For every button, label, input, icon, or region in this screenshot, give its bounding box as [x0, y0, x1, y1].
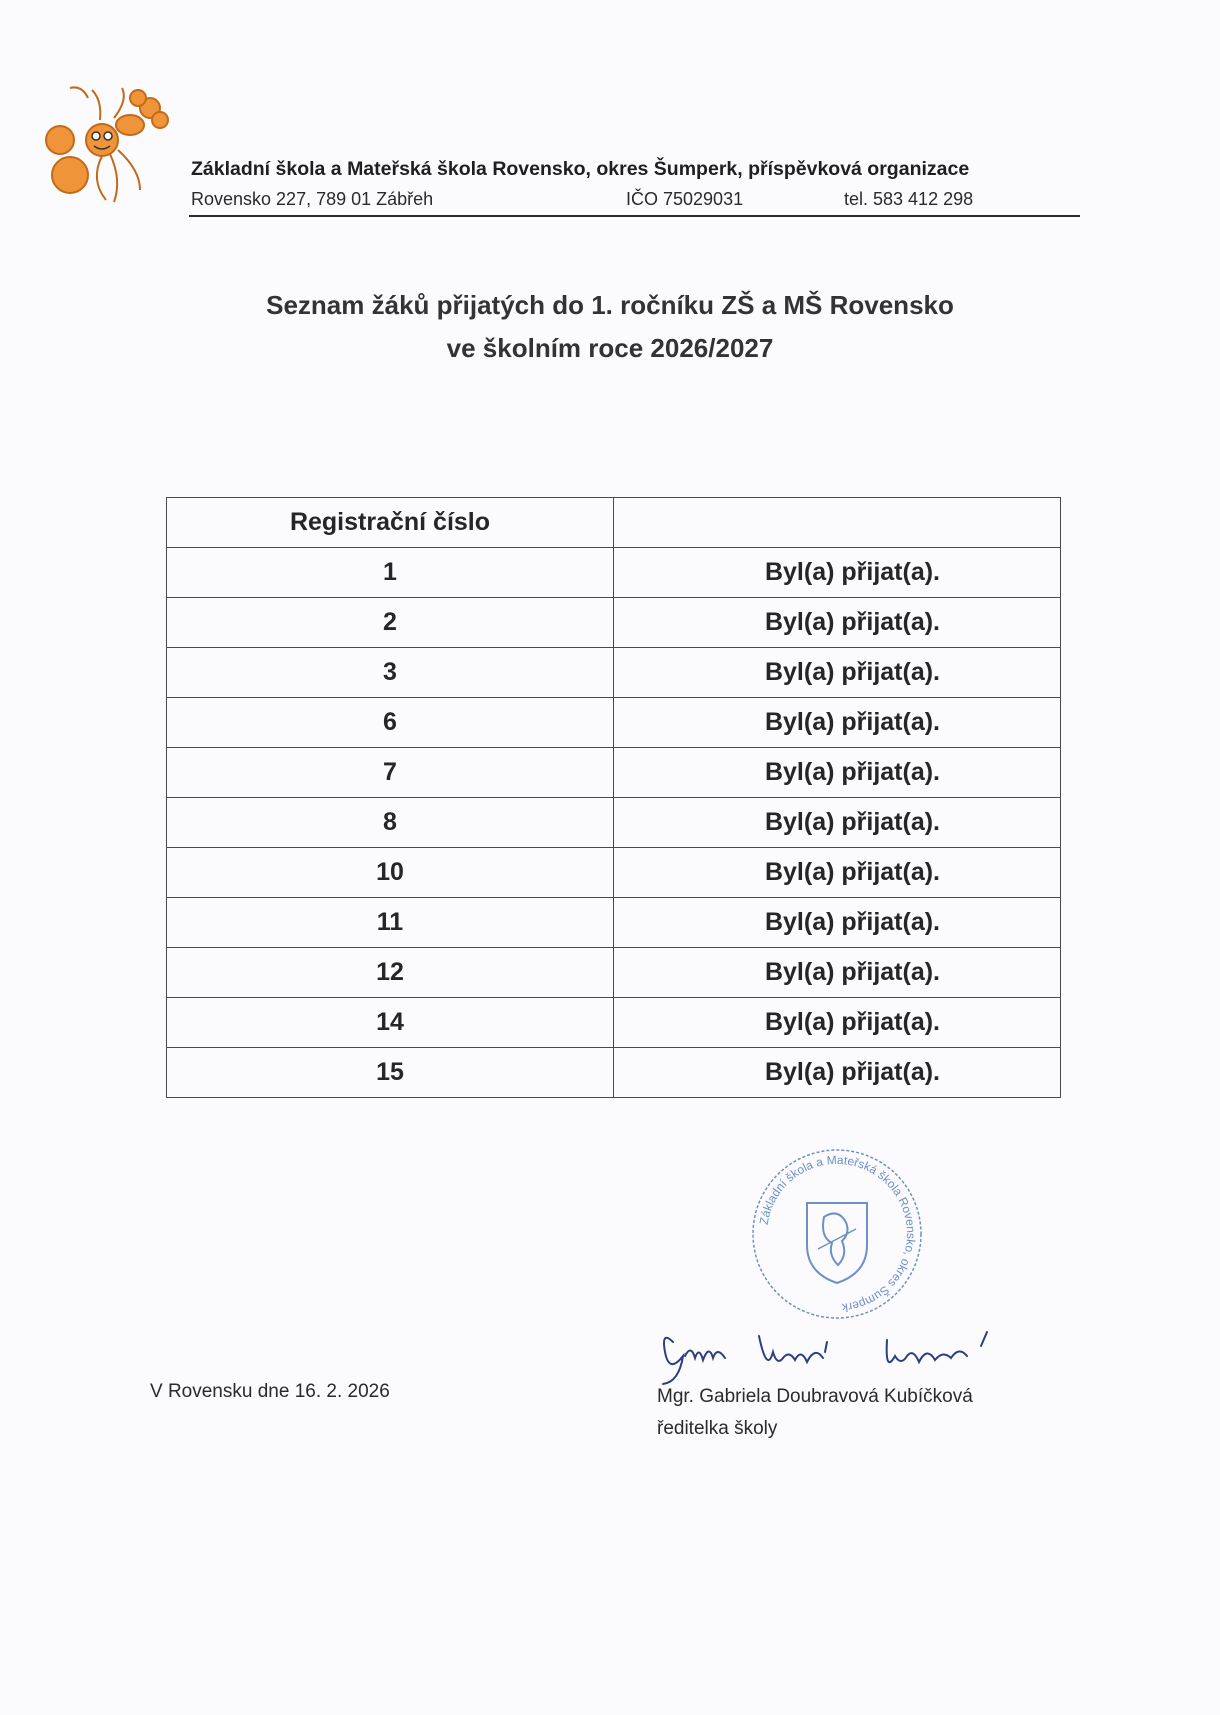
- admission-status-cell: Byl(a) přijat(a).: [614, 848, 1061, 898]
- registration-number-cell: 2: [167, 598, 614, 648]
- signer-role: ředitelka školy: [657, 1418, 778, 1439]
- school-stamp: [748, 1145, 926, 1323]
- document-subtitle: ve školním roce 2026/2027: [446, 333, 774, 363]
- document-title: Seznam žáků přijatých do 1. ročníku ZŠ a MŠ Rovensko: [266, 290, 954, 320]
- admission-status-cell: Byl(a) přijat(a).: [614, 998, 1061, 1048]
- signer-name: Mgr. Gabriela Doubravová Kubíčková: [657, 1386, 973, 1407]
- registration-number-cell: 1: [167, 548, 614, 598]
- registration-number-cell: 3: [167, 648, 614, 698]
- svg-text:Základní škola a Mateřská škol: [757, 1153, 918, 1315]
- stamp-coat-of-arms-icon: [807, 1203, 867, 1283]
- registration-number-cell: 15: [167, 1048, 614, 1098]
- table-row: [167, 798, 1061, 848]
- school-phone: tel. 583 412 298: [844, 189, 974, 209]
- school-ico: IČO 75029031: [626, 189, 744, 209]
- table-row: [167, 748, 1061, 798]
- admission-status-cell: Byl(a) přijat(a).: [614, 598, 1061, 648]
- admission-status-cell: Byl(a) přijat(a).: [614, 648, 1061, 698]
- stamp-text: Základní škola a Mateřská škola Rovensko, okres Šumperk: [756, 1152, 919, 1315]
- signer-block: [657, 1381, 973, 1445]
- table-row: [167, 698, 1061, 748]
- table-row: [167, 848, 1061, 898]
- table-row: [167, 598, 1061, 648]
- admission-status-cell: Byl(a) přijat(a).: [614, 798, 1061, 848]
- admission-status-cell: Byl(a) přijat(a).: [614, 1048, 1061, 1098]
- table-row: [167, 898, 1061, 948]
- table-row: [167, 1048, 1061, 1098]
- admission-status-cell: Byl(a) přijat(a).: [614, 898, 1061, 948]
- table-row: [167, 998, 1061, 1048]
- admission-status-cell: Byl(a) přijat(a).: [614, 548, 1061, 598]
- document-date: V Rovensku dne 16. 2. 2026: [150, 1381, 390, 1402]
- table-row: [167, 948, 1061, 998]
- admission-status-cell: Byl(a) přijat(a).: [614, 748, 1061, 798]
- registration-number-cell: 11: [167, 898, 614, 948]
- admission-status-cell: Byl(a) přijat(a).: [614, 698, 1061, 748]
- registration-number-cell: 12: [167, 948, 614, 998]
- school-name: Základní škola a Mateřská škola Rovensko, okres Šumperk, příspěvková organizace: [191, 158, 970, 180]
- crayfish-logo-icon: [30, 80, 170, 210]
- table-header-row: [167, 498, 1061, 548]
- admission-status-cell: Byl(a) přijat(a).: [614, 948, 1061, 998]
- school-address: Rovensko 227, 789 01 Zábřeh: [191, 189, 434, 209]
- table-row: [167, 648, 1061, 698]
- registration-number-cell: 14: [167, 998, 614, 1048]
- registration-number-cell: 10: [167, 848, 614, 898]
- registration-number-cell: 6: [167, 698, 614, 748]
- admitted-students-table: [166, 497, 1061, 1098]
- column-header-status: [614, 498, 1061, 548]
- registration-number-cell: 7: [167, 748, 614, 798]
- column-header-registration-number: Registrační číslo: [167, 498, 614, 548]
- header-divider: [189, 215, 1080, 217]
- registration-number-cell: 8: [167, 798, 614, 848]
- table-row: [167, 548, 1061, 598]
